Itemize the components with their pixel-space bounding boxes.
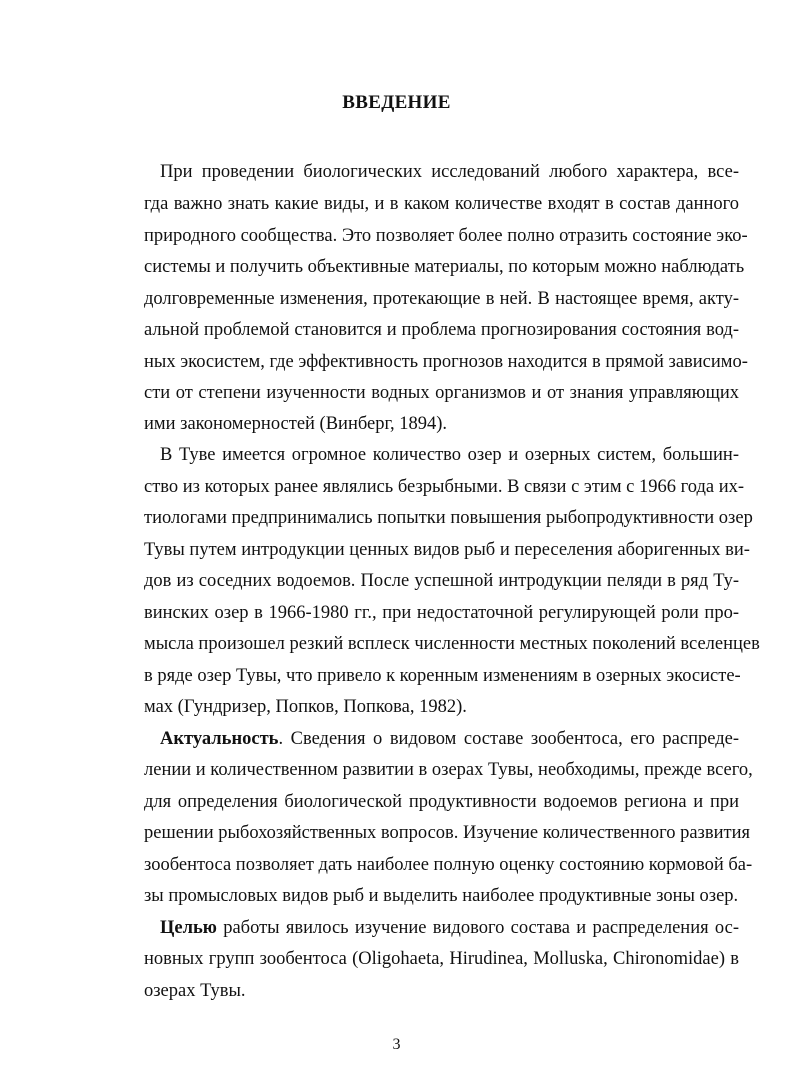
text-line: мысла произошел резкий всплеск численности местных поколений вселенцев: [144, 634, 760, 654]
text-line: зы промысловых видов рыб и выделить наиболее продуктивные зоны озер.: [144, 886, 739, 906]
bold-lead-term: Актуальность: [160, 729, 279, 749]
text-line: ими закономерностей (Винберг, 1894).: [144, 414, 448, 434]
text-line: зообентоса позволяет дать наиболее полную оценку состоянию кормовой ба-: [144, 855, 753, 875]
text-line: При проведении биологических исследований любого характера, все-: [160, 162, 739, 182]
text-line: [160, 724, 739, 754]
text-line: озерах Тувы.: [144, 981, 246, 1001]
page-title: ВВЕДЕНИЕ: [342, 92, 451, 113]
text-line: альной проблемой становится и проблема прогнозирования состояния вод-: [144, 320, 739, 340]
text-span: . Сведения о видовом составе зообентоса, его распреде-: [278, 729, 739, 749]
text-line: винских озер в 1966-1980 гг., при недостаточной регулирующей роли про-: [144, 603, 739, 623]
bold-lead-term: Целью: [160, 918, 217, 938]
text-line: в ряде озер Тувы, что привело к коренным изменениям в озерных экосисте-: [144, 666, 741, 686]
text-line: долговременные изменения, протекающие в ней. В настоящее время, акту-: [144, 289, 739, 309]
text-line: гда важно знать какие виды, и в каком количестве входят в состав данного: [144, 194, 739, 214]
text-line: В Туве имеется огромное количество озер и озерных систем, большин-: [160, 445, 739, 465]
text-line: для определения биологической продуктивности водоемов региона и при: [144, 792, 739, 812]
text-line: тиологами предпринимались попытки повышения рыбопродуктивности озер: [144, 508, 753, 528]
text-line: новных групп зообентоса (Oligohaeta, Hirudinea, Molluska, Chironomidae) в: [144, 949, 739, 969]
text-line: [160, 913, 739, 943]
text-line: ных экосистем, где эффективность прогнозов находится в прямой зависимо-: [144, 352, 748, 372]
text-line: сти от степени изученности водных организмов и от знания управляющих: [144, 383, 739, 403]
text-line: мах (Гундризер, Попков, Попкова, 1982).: [144, 697, 467, 717]
text-line: Тувы путем интродукции ценных видов рыб и переселения аборигенных ви-: [144, 540, 750, 560]
text-line: дов из соседних водоемов. После успешной интродукции пеляди в ряд Ту-: [144, 571, 739, 591]
text-line: природного сообщества. Это позволяет более полно отразить состояние эко-: [144, 226, 748, 246]
text-span: работы явилось изучение видового состава и распределения ос-: [216, 918, 739, 938]
page-number: 3: [392, 1036, 401, 1053]
text-line: системы и получить объективные материалы, по которым можно наблюдать: [144, 257, 745, 277]
text-line: лении и количественном развитии в озерах Тувы, необходимы, прежде всего,: [144, 760, 753, 780]
text-line: решении рыбохозяйственных вопросов. Изучение количественного развития: [144, 823, 750, 843]
text-line: ство из которых ранее являлись безрыбными. В связи с этим с 1966 года их-: [144, 477, 745, 497]
